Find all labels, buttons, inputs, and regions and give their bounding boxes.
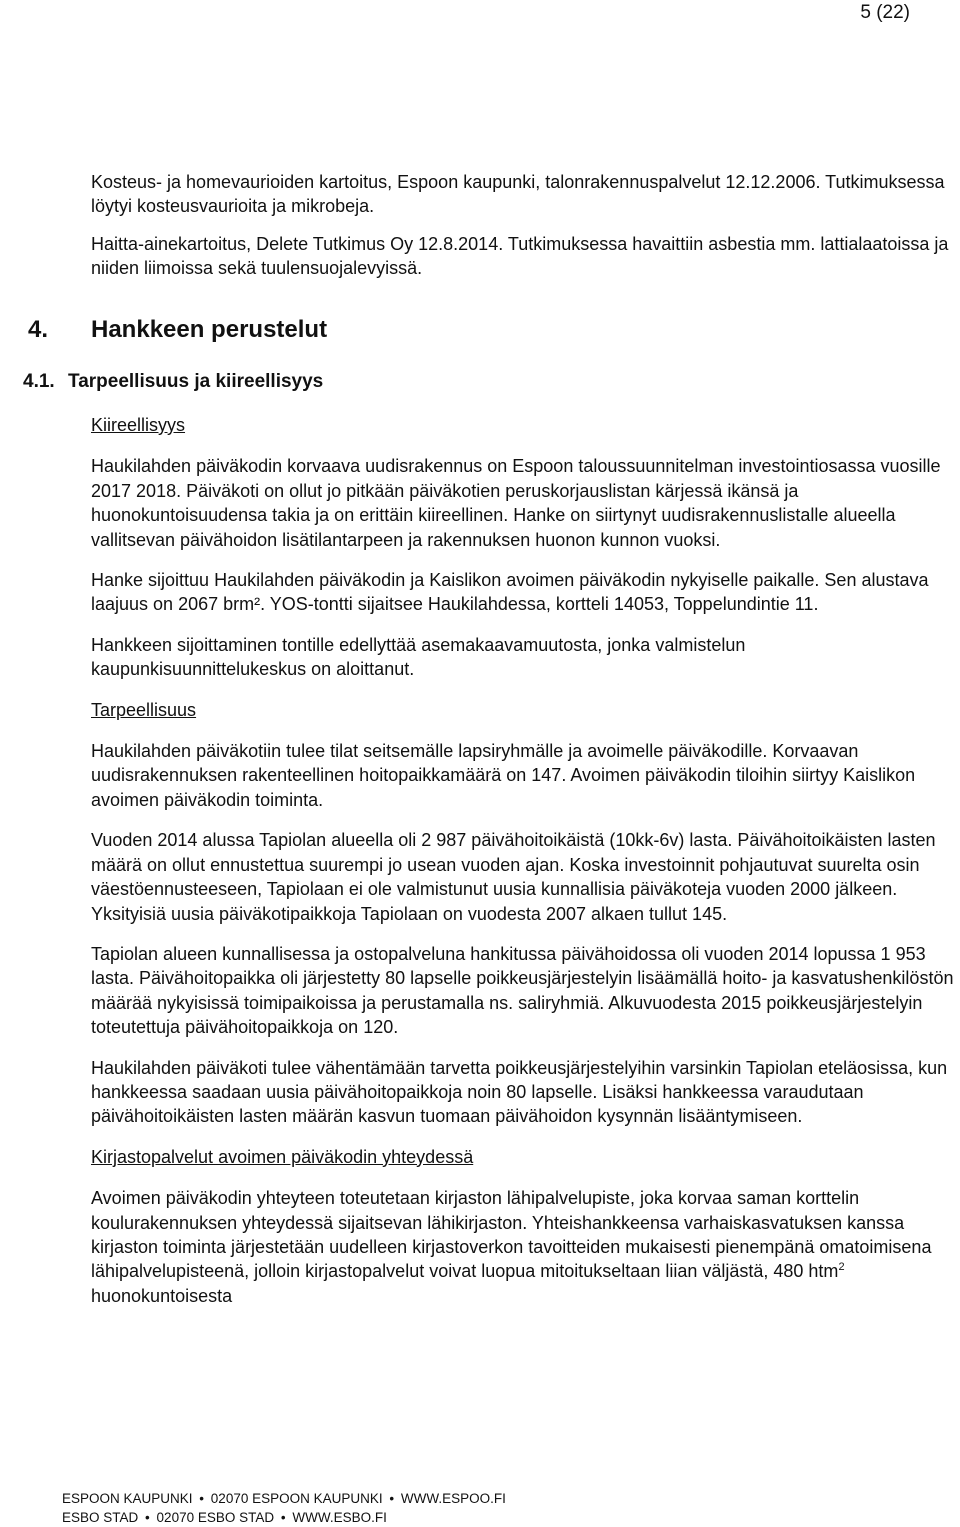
tarpeellisuus-paragraph-2: Vuoden 2014 alussa Tapiolan alueella oli 2 987 päivähoitoikäistä (10kk-6v) lasta. Päivähoitoikäisten lasten määrä on ollut ennustettua suurempi jo usean vuoden ajan. Koska investoinnit pohjautuvat suurelta osin väestöennusteeseen, Tapiolaan ei ole valmistunut uusia kunnallisia päiväkoteja vuoden 2000 jälkeen. Yksityisiä uusia päiväkotipaikkoja Tapiolaan on vuodesta 2007 alkaen tullut 145. (91, 830, 936, 924)
page-number: 5 (22) (860, 2, 910, 23)
footer-separator: • (280, 1510, 286, 1525)
kiireellisyys-paragraph-3: Hankkeen sijoittaminen tontille edellyttää asemakaavamuutosta, jonka valmistelun kaupunkisuunnittelukeskus on aloittanut. (91, 634, 746, 680)
section-4-number: 4. (28, 316, 49, 343)
section-4-1-title: Tarpeellisuus ja kiireellisyys (68, 371, 324, 392)
footer-web-sv[interactable]: WWW.ESBO.FI (292, 1510, 387, 1525)
intro-paragraph-1: Kosteus- ja homevaurioiden kartoitus, Espoon kaupunki, talonrakennuspalvelut 12.12.2006. Tutkimuksessa löytyi kosteusvaurioita ja mikrobeja. (91, 172, 945, 217)
footer-web-fi[interactable]: WWW.ESPOO.FI (400, 1491, 506, 1506)
section-4-1-heading (23, 371, 323, 393)
kiireellisyys-heading: Kiireellisyys (91, 415, 186, 435)
footer (62, 1489, 506, 1527)
tarpeellisuus-paragraph-3: Tapiolan alueen kunnallisessa ja ostopalveluna hankitussa päivähoidossa oli vuoden 2014 lopussa 1 953 lasta. Päivähoitopaikka oli järjestetty 80 lapselle poikkeusjärjestelyin lisäämällä hoito- ja kasvatushenkilöstön määrää nykyisissä toimipaikoissa ja perustamalla ns. saliryhmiä. Alkuvuodesta 2015 poikkeusjärjestelyin toteutettuja päivähoitopaikkoja on 120. (91, 943, 954, 1038)
footer-separator: • (199, 1491, 205, 1506)
tarpeellisuus-heading: Tarpeellisuus (91, 699, 197, 720)
kirjasto-heading: Kirjastopalvelut avoimen päiväkodin yhteydessä (91, 1146, 474, 1167)
intro-block (91, 170, 960, 281)
main-body (91, 413, 960, 1308)
footer-separator: • (145, 1510, 150, 1525)
footer-city-sv: ESBO STAD (62, 1510, 139, 1525)
footer-address-fi: 02070 ESPOON KAUPUNKI (210, 1491, 383, 1506)
section-4-heading (28, 316, 327, 344)
kiireellisyys-paragraph-2: Hanke sijoittuu Haukilahden päiväkodin ja Kaislikon avoimen päiväkodin nykyiselle paikalle. Sen alustava laajuus on 2067 brm². YOS-tontti sijaitsee Haukilahdessa, kortteli 14053, Toppelundintie 11. (91, 570, 929, 615)
footer-address-sv: 02070 ESBO STAD (156, 1510, 275, 1525)
footer-separator: • (389, 1491, 395, 1506)
footer-city-fi: ESPOON KAUPUNKI (62, 1491, 193, 1506)
kirjasto-superscript: 2 (838, 1261, 845, 1274)
kiireellisyys-paragraph-1: Haukilahden päiväkodin korvaava uudisrakennus on Espoon taloussuunnitelman investointiosassa vuosille 2017 2018. Päiväkoti on ollut jo pitkään päiväkotien peruskorjauslistan kärjessä ikänsä ja huonokuntoisuudensa takia ja on erittäin kiireellinen. Hanke on siirtynyt uudisrakennuslistalle alueella vallitsevan päivähoidon lisätilantarpeen ja rakennuksen huonon kunnon vuoksi. (91, 456, 941, 550)
footer-line-2 (62, 1508, 506, 1527)
kirjasto-paragraph-1-main: Avoimen päiväkodin yhteyteen toteutetaan kirjaston lähipalvelupiste, joka korvaa saman korttelin koulurakennuksen yhteydessä sijaitsevan lähikirjaston. Yhteishankkeensa varhaiskasvatuksen kanssa kirjaston toiminta järjestetään uudelleen kirjastoverkon tavoitteiden mukaisesti pienempänä omatoimisena lähipalvelupisteenä, jolloin kirjastopalvelut voivat luopua mitoitukseltaan liian väljästä, 480 htm (91, 1188, 932, 1282)
section-4-1-number: 4.1. (23, 371, 55, 392)
footer-line-1 (62, 1489, 506, 1508)
tarpeellisuus-paragraph-1: Haukilahden päiväkotiin tulee tilat seitsemälle lapsiryhmälle ja avoimelle päiväkodille. Korvaavan uudisrakennuksen rakenteellinen hoitopaikkamäärä on 147. Avoimen päiväkodin tiloihin siirtyy Kaislikon avoimen päiväkodin toiminta. (91, 741, 916, 810)
tarpeellisuus-paragraph-4: Haukilahden päiväkoti tulee vähentämään tarvetta poikkeusjärjestelyihin varsinkin Tapiolan eteläosissa, kun hankkeessa saadaan uusia päivähoitopaikkoja noin 80 lapselle. Lisäksi hankkeessa varaudutaan päivähoitoikäisten lasten määrän kasvun tuomaan päivähoidon kysynnän lisääntymiseen. (91, 1057, 948, 1127)
kirjasto-paragraph-1-tail: huonokuntoisesta (91, 1285, 233, 1306)
intro-paragraph-2: Haitta-ainekartoitus, Delete Tutkimus Oy 12.8.2014. Tutkimuksessa havaittiin asbestia mm. lattialaatoissa ja niiden liimoissa sekä tuulensuojalevyissä. (91, 233, 949, 279)
section-4-title: Hankkeen perustelut (91, 316, 328, 343)
kirjasto-paragraph-1 (91, 1186, 960, 1308)
